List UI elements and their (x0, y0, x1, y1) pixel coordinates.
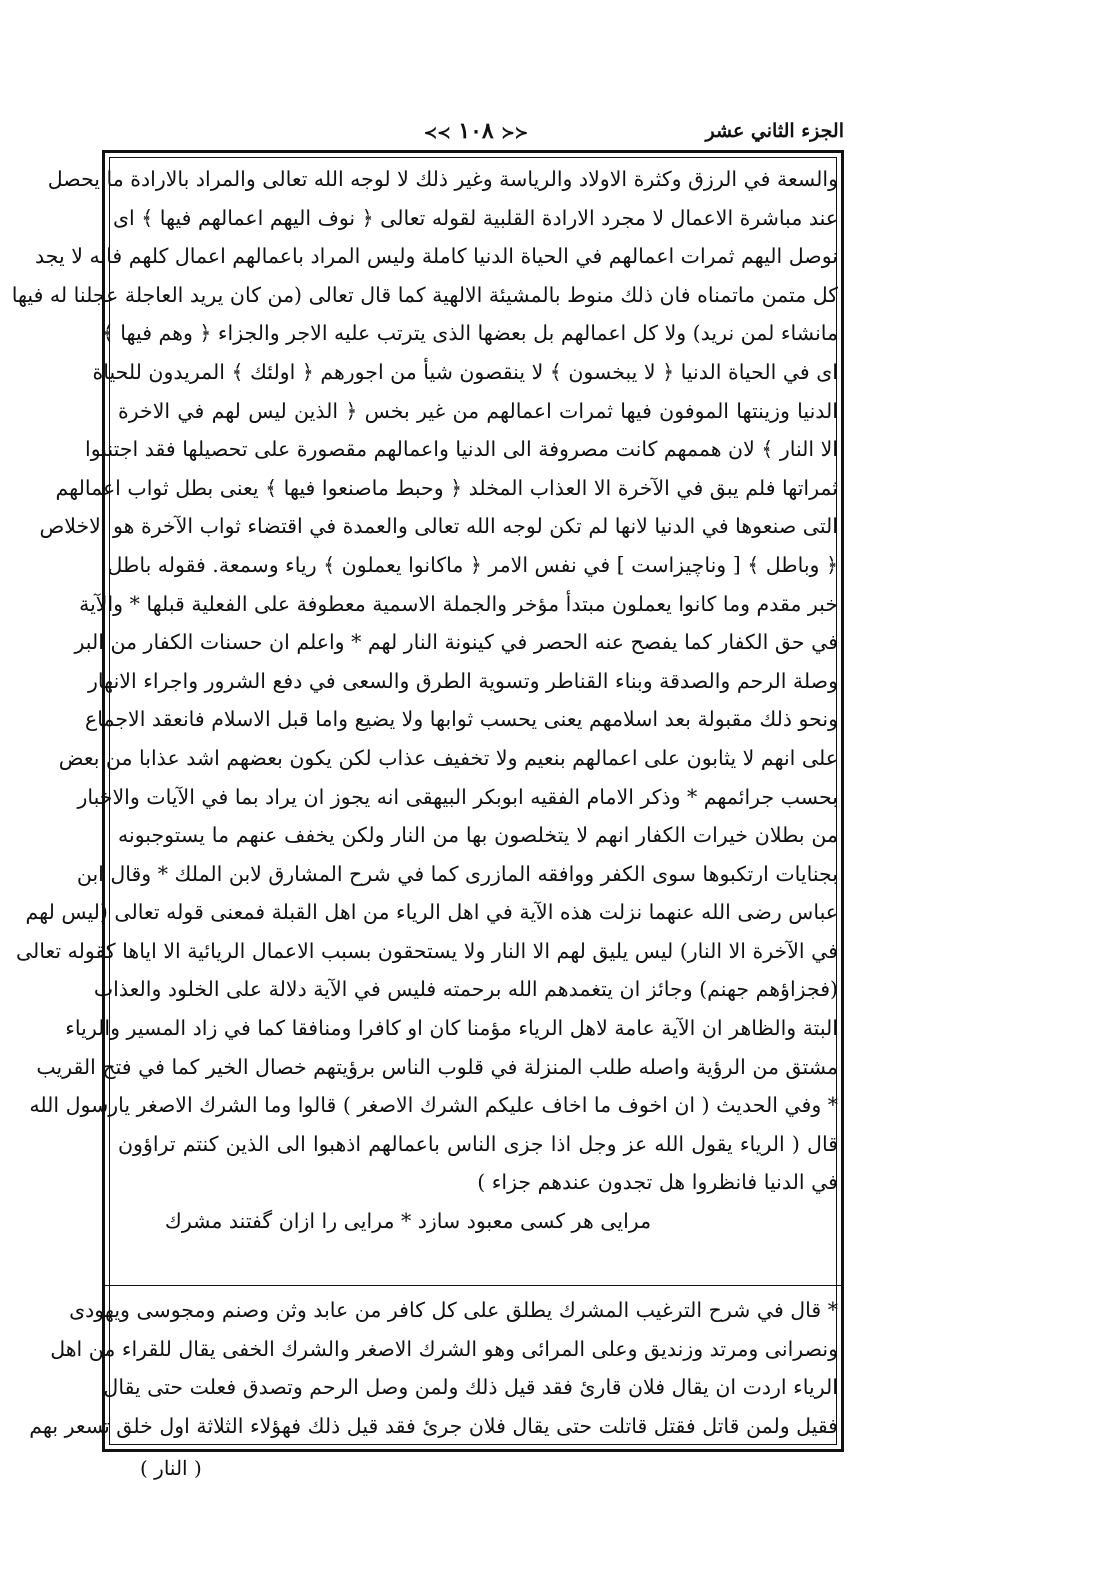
ornament-right-icon: ≻≻ (423, 123, 451, 142)
text-line: عباس رضى الله عنهما نزلت هذه الآية في اهل الرياء من اهل القبلة فمعنى قوله تعالى (ليس لهم (25, 900, 838, 925)
text-line: الا النار ﴾ لان هممهم كانت مصروفة الى الدنيا واعمالهم مقصورة على تحصيلها فقد اجتنبوا (85, 437, 838, 462)
text-line: وصلة الرحم والصدقة وبناء القناطر وتسوية الطرق والسعى في دفع الشرور واجراء الانهار (88, 668, 838, 693)
text-line: بجنايات ارتكبوها سوى الكفر ووافقه المازرى كما في شرح المشارق لابن الملك * وقال ابن (76, 861, 838, 886)
text-line: (فجزاؤهم جهنم) وجائز ان يتغمدهم الله برحمته فليس في الآية دلالة على الخلود والعذاب (93, 977, 838, 1002)
page-number-block (108, 118, 844, 144)
text-line: خبر مقدم وما كانوا يعملون مبتدأ مؤخر والجملة الاسمية معطوفة على الفعلية قبلها * والآية (79, 591, 838, 616)
text-line: اى في الحياة الدنيا ﴿ لا يبخسون ﴾ لا ينقصون شيأ من اجورهم ﴿ اولئك ﴾ المريدون للحياة (92, 359, 838, 384)
text-line: والسعة في الرزق وكثرة الاولاد والرياسة وغير ذلك لا لوجه الله تعالى والمراد بالارادة ما يحصل (47, 167, 838, 191)
text-line: * قال في شرح الترغيب المشرك يطلق على كل كافر من عابد وثن وصنم ومجوسى ويهودى (69, 1298, 838, 1322)
catchword: ( النار ) (140, 1456, 202, 1480)
text-line: كل متمن ماتمناه فان ذلك منوط بالمشيئة الالهية كما قال تعالى (من كان يريد العاجلة عجلنا له فيها (11, 282, 838, 307)
text-line: مشتق من الرؤية واصله طلب المنزلة في قلوب الناس برؤيتهم خصال الخير كما في فتح القريب (36, 1054, 838, 1079)
lower-text (29, 1291, 838, 1445)
main-text (11, 160, 838, 1241)
text-line: ﴿ وباطل ﴾ [ وناچيزاست ] في نفس الامر ﴿ ماكانوا يعملون ﴾ رياء وسمعة. فقوله باطل (107, 552, 838, 577)
text-line: بحسب جرائمهم * وذكر الامام الفقيه ابوبكر البيهقى انه يجوز ان يراد بما في الآيات والاخبار (77, 784, 838, 809)
text-line: البتة والظاهر ان الآية عامة لاهل الرياء مؤمنا كان او كافرا ومنافقا كما في زاد المسير والرياء (65, 1016, 838, 1041)
section-divider (104, 1285, 842, 1286)
text-line: ونحو ذلك مقبولة بعد اسلامهم يعنى يحسب ثوابها ولا يضيع واما قبل الاسلام فانعقد الاجماع (85, 707, 838, 732)
page-header (108, 118, 844, 148)
text-line: قال ( الرياء يقول الله عز وجل اذا جزى الناس باعمالهم اذهبوا الى الذين كنتم تراؤون (118, 1131, 838, 1156)
page-number: ١٠٨ (458, 118, 494, 144)
text-line: التى صنعوها في الدنيا لانها لم تكن لوجه الله تعالى والعمدة في اقتضاء ثواب الآخرة هو الاخلاص (39, 514, 838, 539)
text-line: في الآخرة الا النار) ليس يليق لهم الا النار ولا يستحقون بسبب الاعمال الريائية الا اياها كقوله تعالى (15, 938, 838, 963)
text-line: * وفي الحديث ( ان اخوف ما اخاف عليكم الشرك الاصغر ) قالوا وما الشرك الاصغر يارسول الله (29, 1093, 838, 1118)
text-line: على انهم لا يثابون على اعمالهم بنعيم ولا تخفيف عذاب لكن يكون بعضهم اشد عذابا من بعض (58, 745, 838, 770)
text-line: مانشاء لمن نريد) ولا كل اعمالهم بل بعضها الذى يترتب عليه الاجر والجزاء ﴿ وهم فيها ﴾ (101, 321, 838, 346)
poem-verse: مرايى هر كسى معبود سازد * مرايى را ازان گفتند مشرك (164, 1209, 652, 1234)
text-line: عند مباشرة الاعمال لا مجرد الارادة القلبية لقوله تعالى ﴿ نوف اليهم اعمالهم فيها ﴾ اى (112, 205, 838, 230)
text-line: الرياء اردت ان يقال فلان قارئ فقد قيل ذلك ولمن وصل الرحم وتصدق فعلت حتى يقال (103, 1375, 838, 1400)
ornament-left-icon: ≺≺ (501, 123, 529, 142)
text-line: من بطلان خيرات الكفار انهم لا يتخلصون بها من النار ولكن يخفف عنهم ما يستوجبونه (118, 823, 838, 848)
text-line: فقيل ولمن قاتل فقتل قاتلت حتى يقال فلان جرئ فقد قيل ذلك فهؤلاء الثلاثة اول خلق تسعر بهم (29, 1413, 838, 1438)
text-line: ونصرانى ومرتد وزنديق وعلى المرائى وهو الشرك الاصغر والشرك الخفى يقال للقراء من اهل (50, 1336, 838, 1361)
text-line: ثمراتها فلم يبق في الآخرة الا العذاب المخلد ﴿ وحبط ماصنعوا فيها ﴾ يعنى بطل ثواب اعمالهم (55, 475, 838, 500)
text-line: في الدنيا فانظروا هل تجدون عندهم جزاء ) (477, 1170, 838, 1195)
running-head: الجزء الثاني عشر (705, 120, 844, 142)
text-line: الدنيا وزينتها الموفون فيها ثمرات اعمالهم من غير بخس ﴿ الذين ليس لهم في الاخرة (118, 398, 838, 423)
text-line: نوصل اليهم ثمرات اعمالهم في الحياة الدنيا كاملة وليس المراد باعمالهم اعمال كلهم فانه لا يجد (35, 244, 838, 269)
text-line: في حق الكفار كما يفصح عنه الحصر في كينونة النار لهم * واعلم ان حسنات الكفار من البر (74, 630, 838, 655)
